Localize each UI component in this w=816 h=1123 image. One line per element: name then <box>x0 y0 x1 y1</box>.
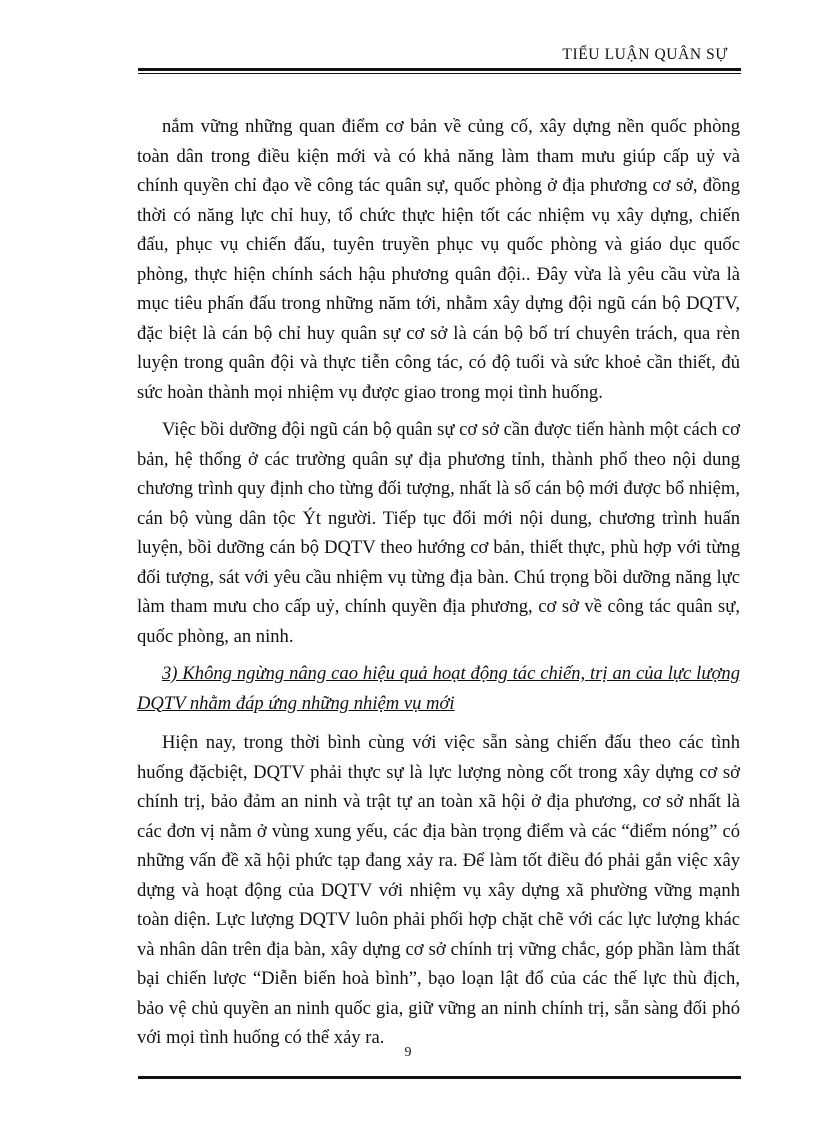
running-header-title: TIỂU LUẬN QUÂN SỰ <box>562 46 728 63</box>
section-heading: 3) Không ngừng nâng cao hiệu quả hoạt động tác chiến, trị an của lực lượng DQTV nhằm đáp ứng những nhiệm vụ mới <box>137 663 740 714</box>
page-number: 9 <box>404 1045 412 1060</box>
footer-rule <box>138 1076 741 1079</box>
body-paragraph-3: Hiện nay, trong thời bình cùng với việc sẵn sàng chiến đấu theo các tình huống đặcbiệt, DQTV phải thực sự là lực lượng nòng cốt trong xây dựng cơ sở chính trị, bảo đảm an ninh và trật tự an toàn xã hội ở địa phương, cơ sở nhất là các đơn vị nằm ở vùng xung yếu, các địa bàn trọng điểm và các “điểm nóng” có những vấn đề xã hội phức tạp đang xảy ra. Để làm tốt điều đó phải gắn việc xây dựng và hoạt động của DQTV với nhiệm vụ xây dựng xã phường vững mạnh toàn diện. Lực lượng DQTV luôn phải phối hợp chặt chẽ với các lực lượng khác và nhân dân trên địa bàn, xây dựng cơ sở chính trị vững chắc, góp phần làm thất bại chiến lược “Diễn biến hoà bình”, bạo loạn lật đổ của các thế lực thù địch, bảo vệ chủ quyền an ninh quốc gia, giữ vững an ninh chính trị, sẵn sàng đối phó với mọi tình huống có thể xảy ra. <box>137 732 740 1048</box>
header-rule-thin <box>138 73 741 74</box>
header-rule-thick <box>138 68 741 71</box>
body-paragraph-1: nắm vững những quan điểm cơ bản về củng cố, xây dựng nền quốc phòng toàn dân trong điều kiện mới và có khả năng làm tham mưu giúp cấp uỷ và chính quyền chỉ đạo về công tác quân sự, quốc phòng ở địa phương cơ sở, đồng thời có năng lực chỉ huy, tổ chức thực hiện tốt các nhiệm vụ xây dựng, chiến đấu, phục vụ chiến đấu, tuyên truyền phục vụ quốc phòng và giáo dục quốc phòng, thực hiện chính sách hậu phương quân đội.. Đây vừa là yêu cầu vừa là mục tiêu phấn đấu trong những năm tới, nhằm xây dựng đội ngũ cán bộ DQTV, đặc biệt là cán bộ chỉ huy quân sự cơ sở là cán bộ bố trí chuyên trách, qua rèn luyện trong quân đội và thực tiễn công tác, có độ tuổi và sức khoẻ cần thiết, đủ sức hoàn thành mọi nhiệm vụ được giao trong mọi tình huống. <box>137 116 740 403</box>
body-paragraph-2: Việc bồi dưỡng đội ngũ cán bộ quân sự cơ sở cần được tiến hành một cách cơ bản, hệ thống ở các trường quân sự địa phương tỉnh, thành phố theo nội dung chương trình quy định cho từng đối tượng, nhất là số cán bộ mới được bổ nhiệm, cán bộ vùng dân tộc Ýt người. Tiếp tục đổi mới nội dung, chương trình huấn luyện, bồi dưỡng cán bộ DQTV theo hướng cơ bản, thiết thực, phù hợp với từng đối tượng, sát với yêu cầu nhiệm vụ từng địa bàn. Chú trọng bồi dưỡng năng lực làm tham mưu cho cấp uỷ, chính quyền địa phương, cơ sở về công tác quân sự, quốc phòng, an ninh. <box>137 419 740 647</box>
page-body <box>137 112 740 1061</box>
